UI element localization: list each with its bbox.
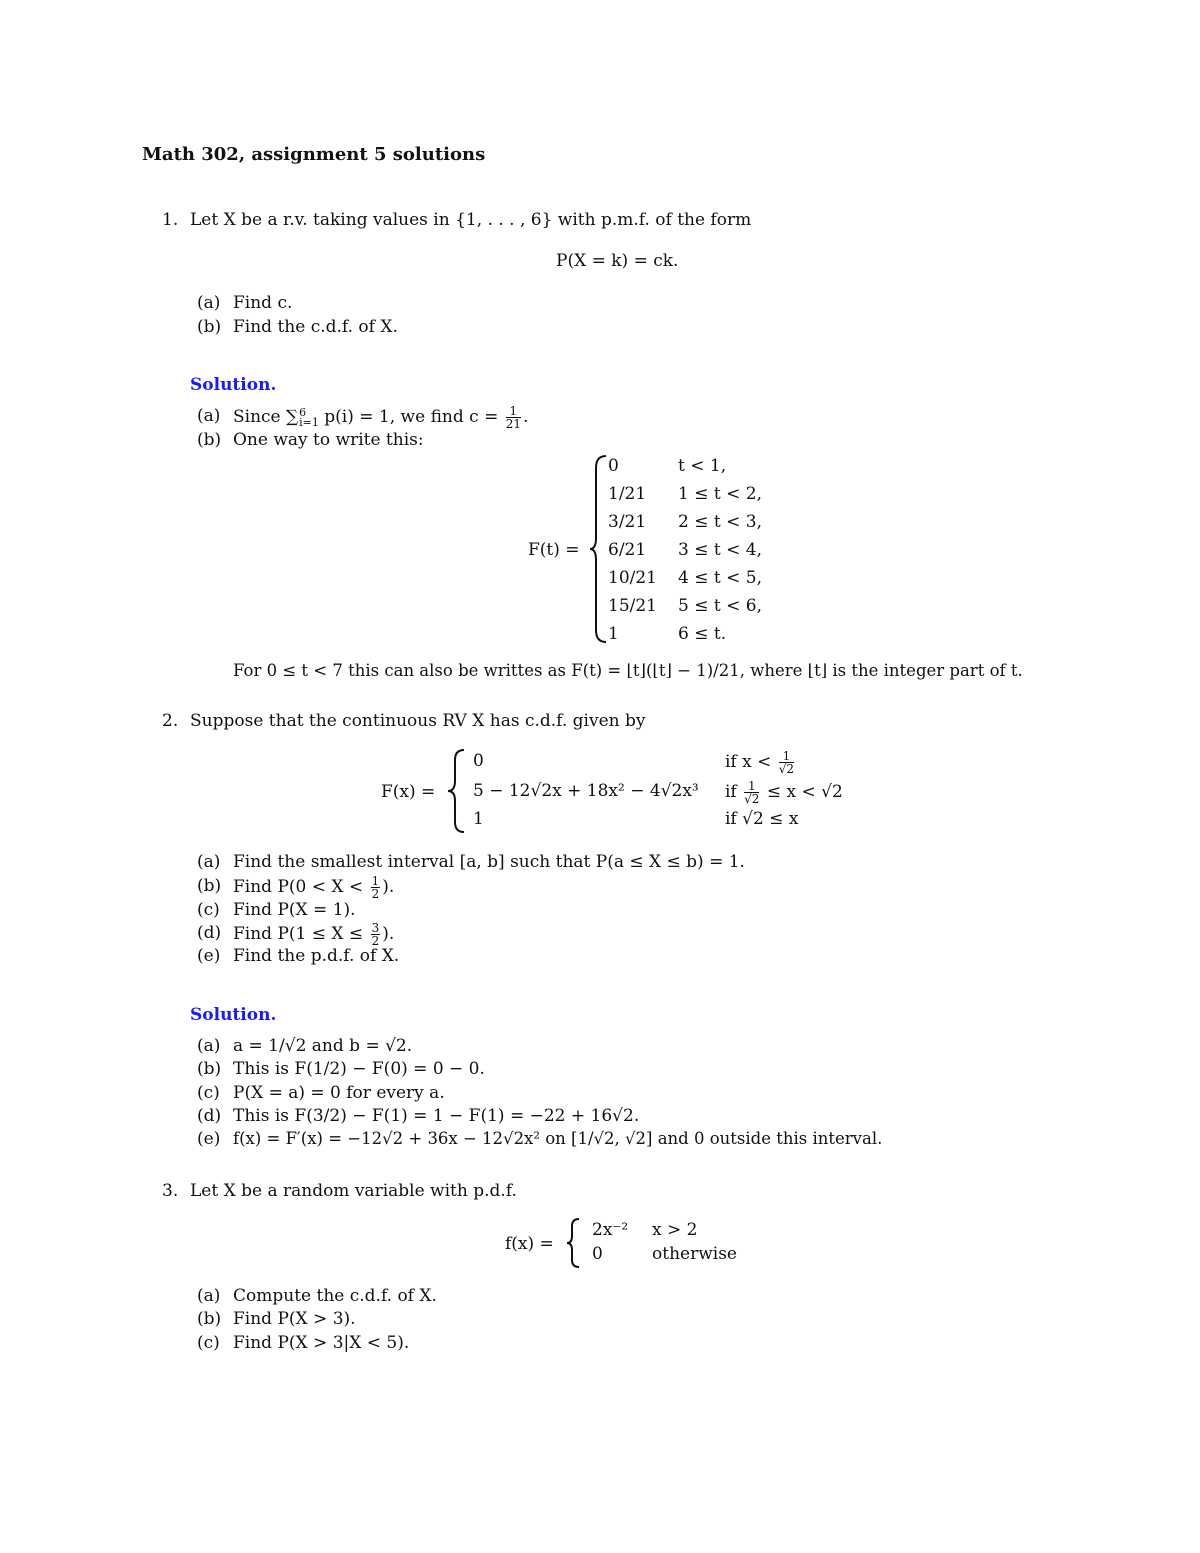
- problem-2-solution-c-text: P(X = a) = 0 for every a.: [233, 1083, 445, 1103]
- problem-1-statement: Let X be a r.v. taking values in {1, . . . , 6} with p.m.f. of the form: [190, 210, 752, 230]
- problem-1-display-equation: P(X = k) = ck.: [556, 251, 679, 271]
- problem-2-solution-b-label: (b): [197, 1059, 222, 1079]
- problem-2-solution-e-text: f(x) = F′(x) = −12√2 + 36x − 12√2x² on [1/√2, √2] and 0 outside this interval.: [233, 1129, 883, 1148]
- problem-2-part-d-label: (d): [197, 923, 222, 943]
- problem-2-solution-b-text: This is F(1/2) − F(0) = 0 − 0.: [233, 1059, 485, 1079]
- cdf-row-value: 1: [608, 624, 619, 644]
- cdf-row-condition: 4 ≤ t < 5,: [678, 568, 762, 588]
- problem-1-solution-a-label: (a): [197, 406, 221, 426]
- problem-2-solution-a-label: (a): [197, 1036, 221, 1056]
- problem-2-part-c-label: (c): [197, 900, 220, 920]
- problem-2-statement: Suppose that the continuous RV X has c.d.f. given by: [190, 711, 646, 731]
- case-value: 0: [592, 1244, 603, 1264]
- problem-2-lhs: F(x) =: [381, 782, 436, 802]
- problem-3-number: 3.: [162, 1181, 179, 1201]
- cdf-row-condition: 3 ≤ t < 4,: [678, 540, 762, 560]
- page-title: Math 302, assignment 5 solutions: [142, 144, 486, 165]
- case-condition: otherwise: [652, 1244, 737, 1264]
- problem-3-part-b-text: Find P(X > 3).: [233, 1309, 356, 1329]
- case-value: 5 − 12√2x + 18x² − 4√2x³: [473, 781, 699, 801]
- problem-1-part-b-label: (b): [197, 317, 222, 337]
- problem-1-part-a-label: (a): [197, 293, 221, 313]
- case-condition: if $\frac{1}{√2}$ ≤ x < √2: [725, 779, 843, 806]
- problem-1-part-b-text: Find the c.d.f. of X.: [233, 317, 398, 337]
- case-value: 1: [473, 809, 484, 829]
- cdf-row-condition: 5 ≤ t < 6,: [678, 596, 762, 616]
- cdf-row-value: 0: [608, 456, 619, 476]
- cdf-row-value: 10/21: [608, 568, 657, 588]
- cdf-row-condition: 2 ≤ t < 3,: [678, 512, 762, 532]
- problem-3-part-c-label: (c): [197, 1333, 220, 1353]
- problem-2-solution-c-label: (c): [197, 1083, 220, 1103]
- problem-1-part-a-text: Find c.: [233, 293, 293, 313]
- problem-1-solution-b-label: (b): [197, 430, 222, 450]
- problem-3-statement: Let X be a random variable with p.d.f.: [190, 1181, 517, 1201]
- cdf-row-condition: t < 1,: [678, 456, 727, 476]
- case-condition: if √2 ≤ x: [725, 809, 799, 829]
- problem-2-solution-d-label: (d): [197, 1106, 222, 1126]
- cdf-row-condition: 1 ≤ t < 2,: [678, 484, 762, 504]
- cdf-brace: [590, 454, 608, 644]
- problem-2-solution-label: Solution.: [190, 1005, 277, 1025]
- cdf-row-value: 1/21: [608, 484, 647, 504]
- problem-1-number: 1.: [162, 210, 179, 230]
- case-condition: if x < $\frac{1}{√2}$: [725, 749, 795, 776]
- problem-2-solution-d-text: This is F(3/2) − F(1) = 1 − F(1) = −22 + 16√2.: [233, 1106, 640, 1126]
- problem-2-part-e-text: Find the p.d.f. of X.: [233, 946, 400, 966]
- problem-1-solution-a-text: Since ∑ 6 i=1 p(i) = 1, we find c = $\frac{1}{21}$ .: [233, 404, 529, 431]
- problem-3-part-a-label: (a): [197, 1286, 221, 1306]
- problem-2-part-c-text: Find P(X = 1).: [233, 900, 356, 920]
- problem-3-part-c-text: Find P(X > 3|X < 5).: [233, 1333, 410, 1353]
- cdf-lhs: F(t) =: [528, 540, 580, 560]
- problem-2-part-a-text: Find the smallest interval [a, b] such that P(a ≤ X ≤ b) = 1.: [233, 852, 745, 872]
- problem-1-closing-remark: For 0 ≤ t < 7 this can also be writtes as F(t) = ⌊t⌋(⌊t⌋ − 1)/21, where ⌊t⌋ is the integer part of t.: [233, 661, 1023, 680]
- cdf-row-value: 6/21: [608, 540, 647, 560]
- problem-2-part-b-text: Find P(0 < X < $\frac{1}{2}$ ).: [233, 874, 395, 901]
- problem-3-lhs: f(x) =: [505, 1234, 554, 1254]
- cdf-row-condition: 6 ≤ t.: [678, 624, 727, 644]
- problem-1-solution-b-text: One way to write this:: [233, 430, 424, 450]
- case-value: 2x⁻²: [592, 1220, 629, 1240]
- problem-3-brace: [567, 1217, 581, 1269]
- problem-2-part-e-label: (e): [197, 946, 221, 966]
- problem-2-part-d-text: Find P(1 ≤ X ≤ $\frac{3}{2}$ ).: [233, 921, 395, 948]
- problem-2-solution-a-text: a = 1/√2 and b = √2.: [233, 1036, 413, 1056]
- problem-3-part-a-text: Compute the c.d.f. of X.: [233, 1286, 437, 1306]
- cdf-row-value: 3/21: [608, 512, 647, 532]
- problem-2-solution-e-label: (e): [197, 1129, 221, 1149]
- case-condition: x > 2: [652, 1220, 698, 1240]
- problem-1-solution-label: Solution.: [190, 375, 277, 395]
- problem-2-part-b-label: (b): [197, 876, 222, 896]
- problem-3-part-b-label: (b): [197, 1309, 222, 1329]
- cdf-row-value: 15/21: [608, 596, 657, 616]
- problem-2-number: 2.: [162, 711, 179, 731]
- problem-2-part-a-label: (a): [197, 852, 221, 872]
- problem-2-brace: [448, 748, 466, 834]
- case-value: 0: [473, 751, 484, 771]
